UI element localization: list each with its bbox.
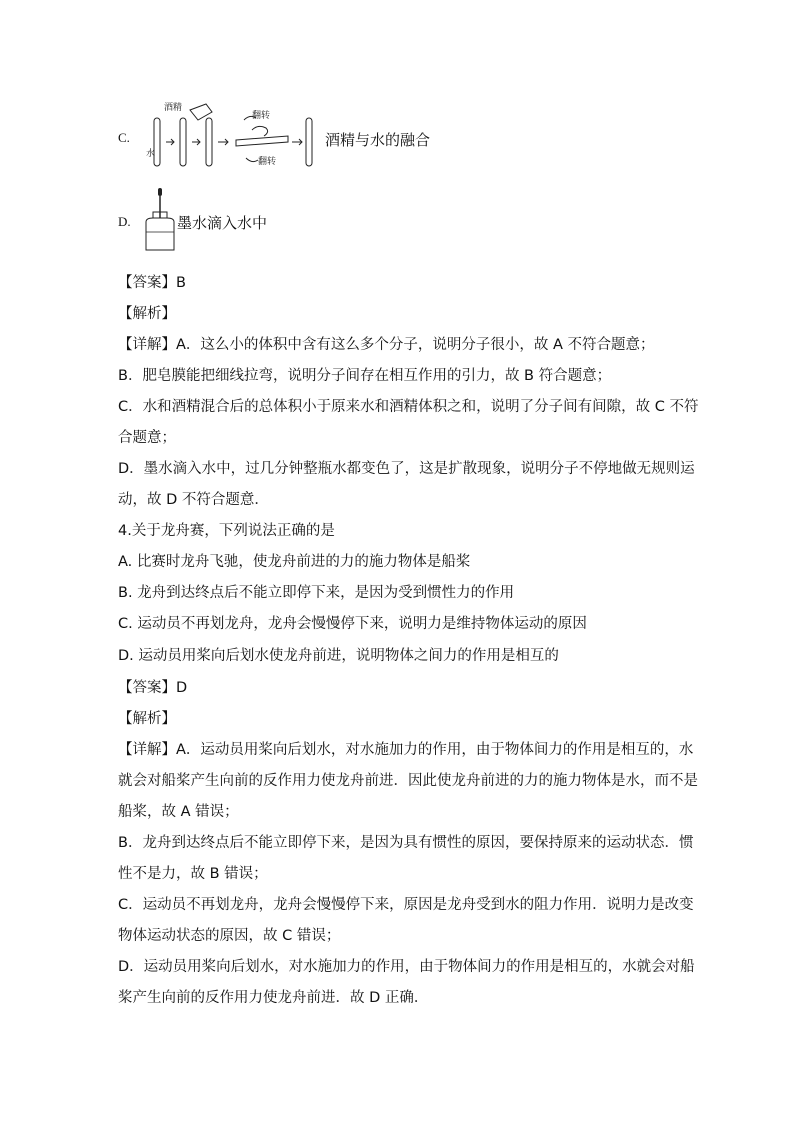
q3-analysis-title: 【解析】 bbox=[118, 306, 176, 322]
q4-analysis-line: 性不是力，故 B 错误； bbox=[118, 866, 268, 882]
q4-analysis-line: 船桨，故 A 错误； bbox=[118, 804, 239, 820]
flip-top-label: 翻转 bbox=[252, 111, 271, 121]
q4-analysis-line: 就会对船桨产生向前的反作用力使龙舟前进．因此使龙舟前进的力的施力物体是水，而不是 bbox=[118, 773, 698, 789]
q3-analysis-line: C．水和酒精混合后的总体积小于原来水和酒精体积之和，说明了分子间有间隙，故 C 不符 bbox=[118, 399, 699, 415]
q3-analysis-line: 【详解】A．这么小的体积中含有这么多个分子，说明分子很小，故 A 不符合题意； bbox=[118, 337, 655, 353]
test-tube-3 bbox=[206, 118, 212, 166]
arrow-right-icon bbox=[292, 139, 302, 145]
q3-analysis-line: D．墨水滴入水中，过几分钟整瓶水都变色了，这是扩散现象，说明分子不停地做无规则运 bbox=[118, 461, 695, 477]
alcohol-water-mixing-figure bbox=[140, 100, 320, 172]
q4-answer: 【答案】D bbox=[118, 680, 188, 696]
water-bottle bbox=[146, 218, 174, 250]
q4-analysis-line: 【详解】A．运动员用桨向后划水，对水施加力的作用，由于物体间力的作用是相互的，水 bbox=[118, 742, 694, 758]
q4-analysis-line: 桨产生向前的反作用力使龙舟前进．故 D 正确． bbox=[118, 990, 429, 1006]
q3-analysis-line: 合题意； bbox=[118, 430, 176, 446]
option-c-letter: C. bbox=[118, 130, 130, 145]
q4-analysis-line: C．运动员不再划龙舟，龙舟会慢慢停下来，原因是龙舟受到水的阻力作用．说明力是改变 bbox=[118, 897, 694, 913]
arrow-right-icon bbox=[218, 139, 228, 145]
q3-analysis-line: 动，故 D 不符合题意． bbox=[118, 492, 269, 508]
hand-icon bbox=[252, 126, 268, 136]
option-d-letter: D. bbox=[118, 214, 131, 229]
q4-option-a: A. 比赛时龙舟飞驰，使龙舟前进的力的施力物体是船桨 bbox=[118, 554, 471, 570]
option-d-caption: 墨水滴入水中 bbox=[177, 214, 268, 232]
q4-option-c: C. 运动员不再划龙舟，龙舟会慢慢停下来，说明力是维持物体运动的原因 bbox=[118, 616, 587, 632]
q4-option-d: D. 运动员用桨向后划水使龙舟前进，说明物体之间力的作用是相互的 bbox=[118, 648, 559, 664]
q4-stem: 4.关于龙舟赛，下列说法正确的是 bbox=[118, 523, 335, 539]
test-tube-4 bbox=[306, 118, 312, 166]
q3-answer: 【答案】B bbox=[118, 275, 186, 291]
q4-analysis-title: 【解析】 bbox=[118, 711, 176, 727]
ink-drop-beaker-figure bbox=[143, 188, 177, 254]
q4-option-b: B. 龙舟到达终点后不能立即停下来，是因为受到惯性力的作用 bbox=[118, 585, 515, 601]
q4-analysis-line: 物体运动状态的原因，故 C 错误； bbox=[118, 928, 341, 944]
water-label: 水 bbox=[146, 149, 156, 159]
q4-analysis-line: B．龙舟到达终点后不能立即停下来，是因为具有惯性的原因，要保持原来的运动状态．惯 bbox=[118, 835, 694, 851]
arrow-right-icon bbox=[166, 139, 174, 145]
horizontal-tube bbox=[236, 136, 288, 146]
q4-analysis-line: D．运动员用桨向后划水，对水施加力的作用，由于物体间力的作用是相互的，水就会对船 bbox=[118, 959, 695, 975]
option-c-caption: 酒精与水的融合 bbox=[325, 131, 431, 149]
q3-analysis-line: B．肥皂膜能把细线拉弯，说明分子间存在相互作用的引力，故 B 符合题意； bbox=[118, 368, 612, 384]
arrow-right-icon bbox=[192, 139, 200, 145]
flip-bottom-label: 翻转 bbox=[258, 157, 277, 167]
dropper-bulb bbox=[158, 188, 162, 196]
test-tube-2 bbox=[180, 118, 186, 166]
alcohol-label: 酒精 bbox=[164, 103, 183, 113]
